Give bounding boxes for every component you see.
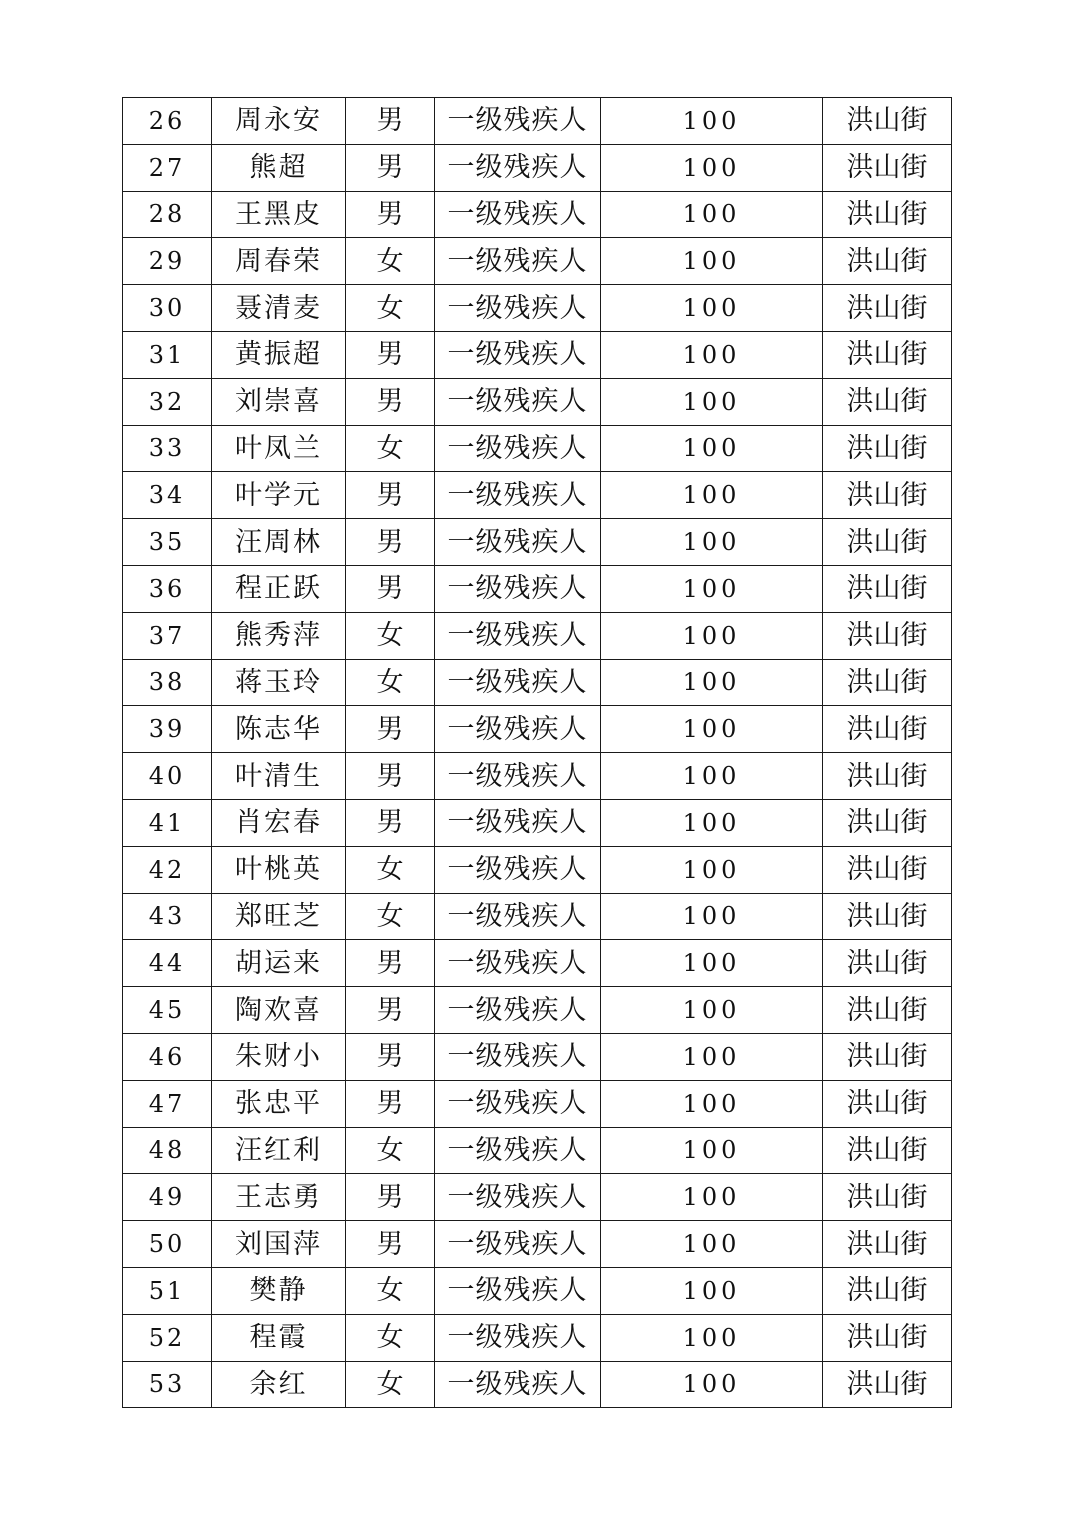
amount-cell: 100 [601, 1080, 823, 1127]
table-row [123, 331, 952, 378]
row-number-cell: 47 [123, 1080, 212, 1127]
amount-cell: 100 [601, 1174, 823, 1221]
street-area-cell: 洪山街 [823, 1080, 952, 1127]
person-name-cell: 刘崇喜 [212, 378, 346, 425]
gender-cell: 女 [346, 285, 435, 332]
row-number-cell: 43 [123, 893, 212, 940]
gender-cell: 男 [346, 706, 435, 753]
table-row [123, 144, 952, 191]
amount-cell: 100 [601, 519, 823, 566]
row-number-cell: 41 [123, 799, 212, 846]
row-number-cell: 46 [123, 1033, 212, 1080]
disability-category-cell: 一级残疾人 [435, 1221, 601, 1268]
gender-cell: 女 [346, 1267, 435, 1314]
amount-cell: 100 [601, 893, 823, 940]
row-number-cell: 39 [123, 706, 212, 753]
table-row [123, 425, 952, 472]
amount-cell: 100 [601, 753, 823, 800]
street-area-cell: 洪山街 [823, 659, 952, 706]
street-area-cell: 洪山街 [823, 98, 952, 145]
gender-cell: 男 [346, 144, 435, 191]
disability-category-cell: 一级残疾人 [435, 659, 601, 706]
disability-category-cell: 一级残疾人 [435, 98, 601, 145]
street-area-cell: 洪山街 [823, 472, 952, 519]
street-area-cell: 洪山街 [823, 144, 952, 191]
row-number-cell: 50 [123, 1221, 212, 1268]
street-area-cell: 洪山街 [823, 1267, 952, 1314]
row-number-cell: 51 [123, 1267, 212, 1314]
gender-cell: 女 [346, 238, 435, 285]
table-row [123, 1221, 952, 1268]
disability-category-cell: 一级残疾人 [435, 1174, 601, 1221]
person-name-cell: 王黑皮 [212, 191, 346, 238]
row-number-cell: 37 [123, 612, 212, 659]
person-name-cell: 陈志华 [212, 706, 346, 753]
table-row [123, 519, 952, 566]
disability-category-cell: 一级残疾人 [435, 753, 601, 800]
gender-cell: 女 [346, 1361, 435, 1408]
row-number-cell: 35 [123, 519, 212, 566]
table-row [123, 1033, 952, 1080]
gender-cell: 男 [346, 1033, 435, 1080]
street-area-cell: 洪山街 [823, 893, 952, 940]
table-row [123, 846, 952, 893]
street-area-cell: 洪山街 [823, 1221, 952, 1268]
amount-cell: 100 [601, 799, 823, 846]
disability-category-cell: 一级残疾人 [435, 940, 601, 987]
person-name-cell: 叶桃英 [212, 846, 346, 893]
table-row [123, 238, 952, 285]
gender-cell: 男 [346, 565, 435, 612]
street-area-cell: 洪山街 [823, 519, 952, 566]
person-name-cell: 熊秀萍 [212, 612, 346, 659]
gender-cell: 女 [346, 612, 435, 659]
gender-cell: 男 [346, 191, 435, 238]
row-number-cell: 28 [123, 191, 212, 238]
amount-cell: 100 [601, 331, 823, 378]
row-number-cell: 48 [123, 1127, 212, 1174]
gender-cell: 男 [346, 519, 435, 566]
row-number-cell: 38 [123, 659, 212, 706]
amount-cell: 100 [601, 940, 823, 987]
row-number-cell: 53 [123, 1361, 212, 1408]
street-area-cell: 洪山街 [823, 238, 952, 285]
street-area-cell: 洪山街 [823, 191, 952, 238]
row-number-cell: 26 [123, 98, 212, 145]
amount-cell: 100 [601, 1314, 823, 1361]
disability-category-cell: 一级残疾人 [435, 1361, 601, 1408]
street-area-cell: 洪山街 [823, 1174, 952, 1221]
row-number-cell: 32 [123, 378, 212, 425]
person-name-cell: 黄振超 [212, 331, 346, 378]
disability-category-cell: 一级残疾人 [435, 331, 601, 378]
street-area-cell: 洪山街 [823, 378, 952, 425]
person-name-cell: 朱财小 [212, 1033, 346, 1080]
street-area-cell: 洪山街 [823, 846, 952, 893]
row-number-cell: 45 [123, 987, 212, 1034]
person-name-cell: 周永安 [212, 98, 346, 145]
table-row [123, 799, 952, 846]
person-name-cell: 叶清生 [212, 753, 346, 800]
disability-category-cell: 一级残疾人 [435, 519, 601, 566]
disability-category-cell: 一级残疾人 [435, 378, 601, 425]
disability-category-cell: 一级残疾人 [435, 893, 601, 940]
disability-category-cell: 一级残疾人 [435, 1033, 601, 1080]
row-number-cell: 27 [123, 144, 212, 191]
amount-cell: 100 [601, 846, 823, 893]
person-name-cell: 胡运来 [212, 940, 346, 987]
amount-cell: 100 [601, 1127, 823, 1174]
row-number-cell: 42 [123, 846, 212, 893]
street-area-cell: 洪山街 [823, 285, 952, 332]
disability-category-cell: 一级残疾人 [435, 987, 601, 1034]
street-area-cell: 洪山街 [823, 612, 952, 659]
street-area-cell: 洪山街 [823, 1314, 952, 1361]
amount-cell: 100 [601, 1033, 823, 1080]
table-row [123, 565, 952, 612]
row-number-cell: 34 [123, 472, 212, 519]
amount-cell: 100 [601, 425, 823, 472]
disability-category-cell: 一级残疾人 [435, 285, 601, 332]
disability-category-cell: 一级残疾人 [435, 612, 601, 659]
table-row [123, 753, 952, 800]
table-row [123, 285, 952, 332]
gender-cell: 男 [346, 1174, 435, 1221]
gender-cell: 男 [346, 331, 435, 378]
street-area-cell: 洪山街 [823, 331, 952, 378]
table-row [123, 191, 952, 238]
row-number-cell: 30 [123, 285, 212, 332]
amount-cell: 100 [601, 1267, 823, 1314]
disability-category-cell: 一级残疾人 [435, 425, 601, 472]
disability-category-cell: 一级残疾人 [435, 1127, 601, 1174]
row-number-cell: 44 [123, 940, 212, 987]
table-row [123, 1127, 952, 1174]
table-row [123, 612, 952, 659]
gender-cell: 男 [346, 378, 435, 425]
roster-table [122, 97, 952, 1408]
gender-cell: 女 [346, 1314, 435, 1361]
row-number-cell: 49 [123, 1174, 212, 1221]
table-row [123, 472, 952, 519]
person-name-cell: 余红 [212, 1361, 346, 1408]
gender-cell: 男 [346, 1221, 435, 1268]
person-name-cell: 肖宏春 [212, 799, 346, 846]
person-name-cell: 叶凤兰 [212, 425, 346, 472]
person-name-cell: 程霞 [212, 1314, 346, 1361]
street-area-cell: 洪山街 [823, 940, 952, 987]
street-area-cell: 洪山街 [823, 706, 952, 753]
row-number-cell: 31 [123, 331, 212, 378]
amount-cell: 100 [601, 706, 823, 753]
street-area-cell: 洪山街 [823, 799, 952, 846]
disability-category-cell: 一级残疾人 [435, 565, 601, 612]
person-name-cell: 陶欢喜 [212, 987, 346, 1034]
row-number-cell: 52 [123, 1314, 212, 1361]
table-row [123, 1314, 952, 1361]
person-name-cell: 张忠平 [212, 1080, 346, 1127]
gender-cell: 男 [346, 98, 435, 145]
amount-cell: 100 [601, 378, 823, 425]
amount-cell: 100 [601, 191, 823, 238]
table-row [123, 706, 952, 753]
table-row [123, 659, 952, 706]
disability-category-cell: 一级残疾人 [435, 238, 601, 285]
amount-cell: 100 [601, 472, 823, 519]
disability-category-cell: 一级残疾人 [435, 1314, 601, 1361]
person-name-cell: 汪红利 [212, 1127, 346, 1174]
street-area-cell: 洪山街 [823, 1127, 952, 1174]
amount-cell: 100 [601, 238, 823, 285]
amount-cell: 100 [601, 285, 823, 332]
amount-cell: 100 [601, 1221, 823, 1268]
amount-cell: 100 [601, 987, 823, 1034]
disability-category-cell: 一级残疾人 [435, 1080, 601, 1127]
person-name-cell: 刘国萍 [212, 1221, 346, 1268]
gender-cell: 女 [346, 893, 435, 940]
disability-category-cell: 一级残疾人 [435, 799, 601, 846]
gender-cell: 女 [346, 659, 435, 706]
disability-category-cell: 一级残疾人 [435, 1267, 601, 1314]
street-area-cell: 洪山街 [823, 1361, 952, 1408]
gender-cell: 男 [346, 940, 435, 987]
gender-cell: 女 [346, 425, 435, 472]
person-name-cell: 汪周林 [212, 519, 346, 566]
gender-cell: 男 [346, 1080, 435, 1127]
gender-cell: 女 [346, 846, 435, 893]
row-number-cell: 40 [123, 753, 212, 800]
gender-cell: 男 [346, 987, 435, 1034]
amount-cell: 100 [601, 612, 823, 659]
amount-cell: 100 [601, 98, 823, 145]
table-row [123, 1080, 952, 1127]
table-row [123, 1174, 952, 1221]
amount-cell: 100 [601, 565, 823, 612]
person-name-cell: 周春荣 [212, 238, 346, 285]
street-area-cell: 洪山街 [823, 565, 952, 612]
person-name-cell: 叶学元 [212, 472, 346, 519]
table-row [123, 987, 952, 1034]
table-row [123, 1361, 952, 1408]
row-number-cell: 36 [123, 565, 212, 612]
amount-cell: 100 [601, 659, 823, 706]
gender-cell: 男 [346, 799, 435, 846]
person-name-cell: 蒋玉玲 [212, 659, 346, 706]
table-row [123, 940, 952, 987]
roster-table-body [123, 98, 952, 1408]
gender-cell: 男 [346, 472, 435, 519]
table-row [123, 378, 952, 425]
person-name-cell: 程正跃 [212, 565, 346, 612]
row-number-cell: 29 [123, 238, 212, 285]
disability-category-cell: 一级残疾人 [435, 144, 601, 191]
disability-category-cell: 一级残疾人 [435, 846, 601, 893]
gender-cell: 女 [346, 1127, 435, 1174]
disability-category-cell: 一级残疾人 [435, 191, 601, 238]
amount-cell: 100 [601, 1361, 823, 1408]
table-row [123, 98, 952, 145]
street-area-cell: 洪山街 [823, 753, 952, 800]
table-row [123, 1267, 952, 1314]
person-name-cell: 樊静 [212, 1267, 346, 1314]
person-name-cell: 郑旺芝 [212, 893, 346, 940]
street-area-cell: 洪山街 [823, 987, 952, 1034]
person-name-cell: 王志勇 [212, 1174, 346, 1221]
disability-category-cell: 一级残疾人 [435, 472, 601, 519]
table-row [123, 893, 952, 940]
person-name-cell: 聂清麦 [212, 285, 346, 332]
amount-cell: 100 [601, 144, 823, 191]
disability-category-cell: 一级残疾人 [435, 706, 601, 753]
gender-cell: 男 [346, 753, 435, 800]
person-name-cell: 熊超 [212, 144, 346, 191]
street-area-cell: 洪山街 [823, 1033, 952, 1080]
row-number-cell: 33 [123, 425, 212, 472]
street-area-cell: 洪山街 [823, 425, 952, 472]
